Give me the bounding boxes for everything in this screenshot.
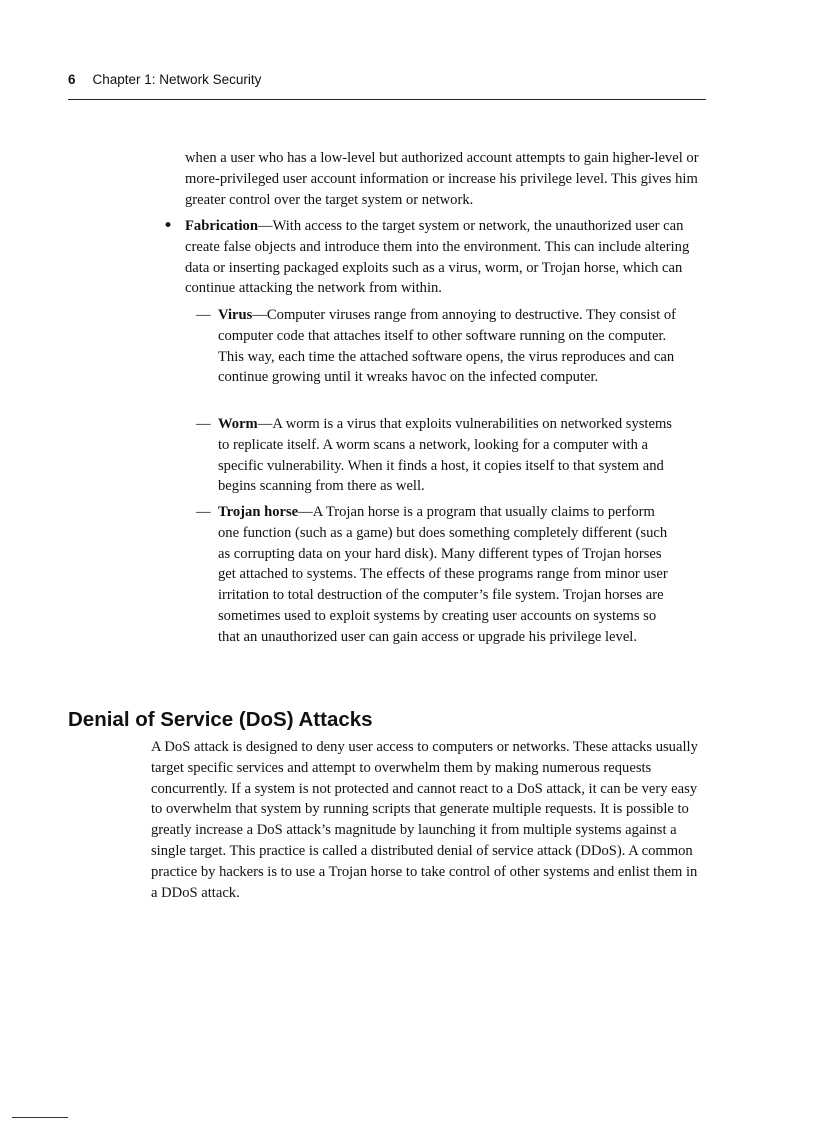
fabrication-text	[185, 216, 707, 299]
trojan-horse-term: Trojan horse	[218, 504, 299, 520]
dash-icon: —	[196, 307, 211, 323]
virus-text	[218, 305, 678, 388]
bullet-icon: •	[163, 216, 174, 236]
footer-rule	[12, 1117, 68, 1118]
trojan-horse-text	[218, 502, 678, 648]
dash-icon: —	[196, 416, 211, 432]
fabrication-description: —With access to the target system or network, the unauthorized user can create false objects and introduce them into the environment. This can include altering data or inserting packaged exploits such as a virus, worm, or Trojan horse, which can continue attacking the network from within.	[185, 218, 690, 297]
trojan-horse-description: —A Trojan horse is a program that usually claims to perform one function (such as a game) but does something completely different (such as corrupting data on your hard disk). Many different types of Trojan horses get attached to systems. The effects of these programs range from minor user irritation to total destruction of the computer’s file system. Trojan horses are sometimes used to exploit systems by creating user accounts on systems so that an unauthorized user can gain access or upgrade his privilege level.	[218, 504, 668, 645]
running-title: Chapter 1: Network Security	[92, 72, 262, 87]
dash-icon: —	[196, 504, 211, 520]
worm-description: —A worm is a virus that exploits vulnerabilities on networked systems to replicate itself. A worm scans a network, looking for a computer with a specific vulnerability. When it finds a host, it copies itself to that system and begins scanning from there as well.	[218, 416, 672, 495]
worm-text	[218, 414, 678, 497]
continuation-paragraph: when a user who has a low-level but authorized account attempts to gain higher-level or more-privileged user account information or increase his privilege level. This gives him greater control over the target system or network.	[185, 150, 699, 208]
section-heading: Denial of Service (DoS) Attacks	[68, 708, 373, 731]
virus-term: Virus	[218, 307, 253, 323]
worm-term: Worm	[218, 416, 258, 432]
running-header	[68, 72, 706, 100]
virus-description: —Computer viruses range from annoying to destructive. They consist of computer code that attaches itself to other software running on the computer. This way, each time the attached software opens, the virus reproduces and can continue growing until it wreaks havoc on the infected computer.	[218, 307, 677, 386]
fabrication-term: Fabrication	[185, 218, 258, 234]
section-body-paragraph: A DoS attack is designed to deny user access to computers or networks. These attacks usually target specific services and attempt to overwhelm them by making numerous requests concurrently. If a system is not protected and cannot react to a DoS attack, it can be very easy to overwhelm that system by running scripts that generate multiple requests. It is possible to greatly increase a DoS attack’s magnitude by launching it from multiple systems against a single target. This practice is called a distributed denial of service attack (DDoS). A common practice by hackers is to use a Trojan horse to take control of other systems and enlist them in a DDoS attack.	[151, 739, 698, 901]
page-number: 6	[68, 72, 76, 87]
